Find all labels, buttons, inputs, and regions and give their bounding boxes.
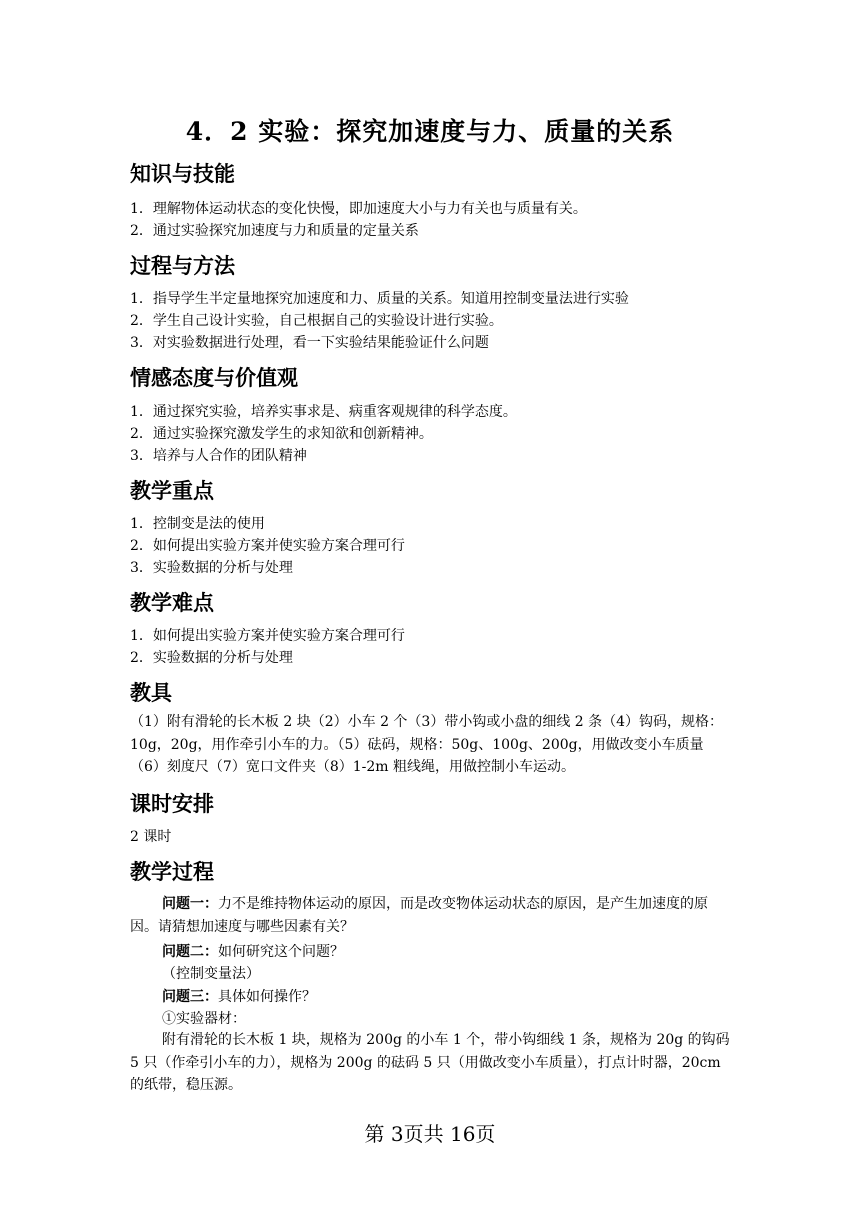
list-item: 2．如何提出实验方案并使实验方案合理可行 [130, 538, 405, 554]
list-item: 3．实验数据的分析与处理 [130, 560, 293, 576]
list-item: 1．通过探究实验，培养实事求是、病重客观规律的科学态度。 [130, 404, 517, 420]
question-two-text: 如何研究这个问题？ [218, 944, 344, 960]
heading-procedure: 教学过程 [130, 859, 214, 884]
list-item: 3．对实验数据进行处理，看一下实验结果能验证什么问题 [130, 335, 489, 351]
question-one-label: 问题一： [162, 896, 218, 912]
heading-tools: 教具 [130, 680, 172, 705]
tools-paragraph: （1）附有滑轮的长木板 2 块（2）小车 2 个（3）带小钩或小盘的细线 2 条（4）钩码，规格：10g，20g，用作牵引小车的力。（5）砝码，规格：50g、100g、200g，用做改变小车质量（6）刻度尺（7）宽口文件夹（8）1-2m 粗线绳，用做控制小车运动。 [130, 714, 724, 775]
question-one-text: 力不是维持物体运动的原因，而是改变物体运动状态的原因，是产生加速度的原因。请猜想加速度与哪些因素有关？ [130, 896, 708, 935]
page-footer: 第 3页共 16页 [364, 1122, 496, 1146]
heading-key-points: 教学重点 [130, 478, 214, 503]
question-one-paragraph [130, 893, 732, 938]
list-item: 1．如何提出实验方案并使实验方案合理可行 [130, 628, 405, 644]
equipment-label: ①实验器材： [162, 1011, 246, 1027]
question-three-label: 问题三： [162, 989, 218, 1005]
list-item: 3．培养与人合作的团队精神 [130, 448, 307, 464]
page-title: 4．2 实验：探究加速度与力、质量的关系 [185, 117, 675, 146]
list-item: 1．控制变是法的使用 [130, 516, 265, 532]
list-item: 1．理解物体运动状态的变化快慢，即加速度大小与力有关也与质量有关。 [130, 201, 587, 217]
list-item: 1．指导学生半定量地探究加速度和力、质量的关系。知道用控制变量法进行实验 [130, 291, 629, 307]
question-two-label: 问题二： [162, 944, 218, 960]
question-two-answer: （控制变量法） [162, 966, 260, 982]
schedule-text: 2 课时 [130, 829, 172, 845]
heading-process: 过程与方法 [130, 253, 235, 278]
list-item: 2．通过实验探究激发学生的求知欲和创新精神。 [130, 426, 433, 442]
question-three-line [162, 986, 316, 1006]
heading-difficulties: 教学难点 [130, 590, 214, 615]
equipment-paragraph: 附有滑轮的长木板 1 块，规格为 200g 的小车 1 个，带小钩细线 1 条，规格为 20g 的钩码 5 只（作牵引小车的力），规格为 200g 的砝码 5 只（用做改变小车质量），打点计时器，20cm 的纸带，稳压源。 [130, 1032, 730, 1093]
question-three-text: 具体如何操作？ [218, 989, 316, 1005]
list-item: 2．实验数据的分析与处理 [130, 650, 293, 666]
list-item: 2．通过实验探究加速度与力和质量的定量关系 [130, 223, 419, 239]
list-item: 2．学生自己设计实验，自己根据自己的实验设计进行实验。 [130, 313, 503, 329]
heading-emotion: 情感态度与价值观 [130, 365, 298, 390]
heading-schedule: 课时安排 [130, 791, 214, 816]
question-two-line [162, 941, 344, 961]
heading-knowledge: 知识与技能 [130, 161, 235, 186]
